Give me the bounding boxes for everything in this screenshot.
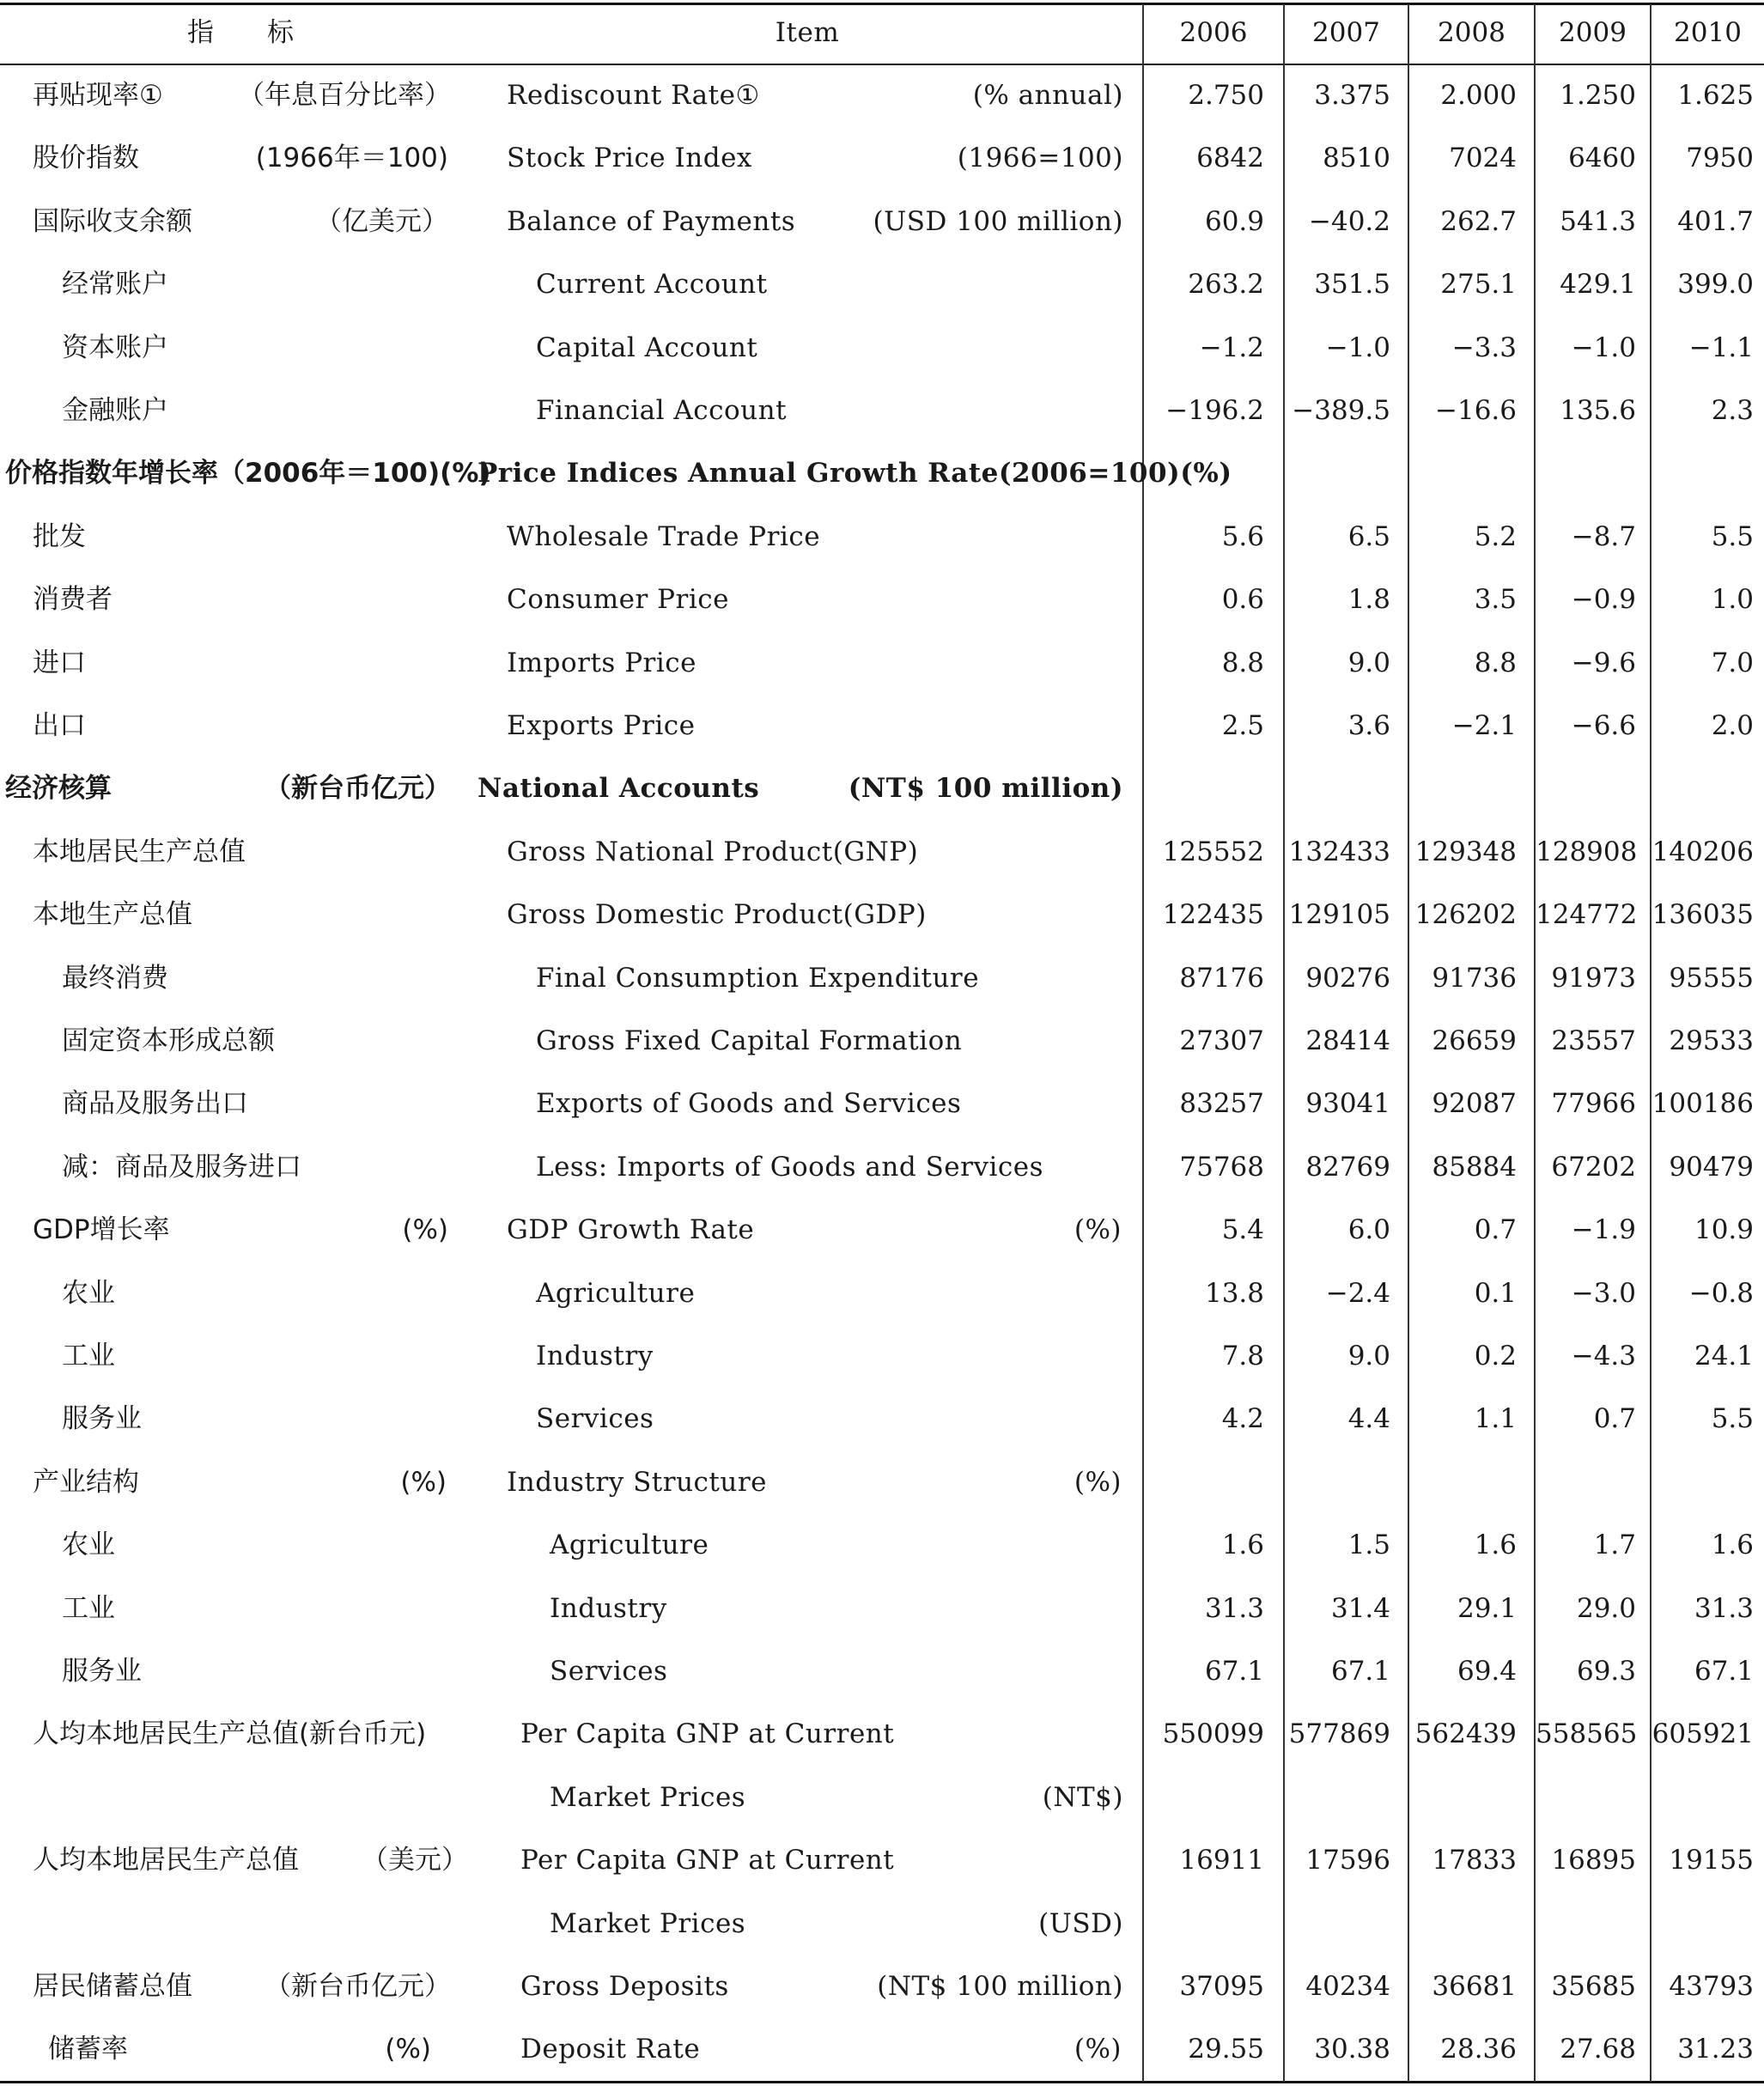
value-cell-2010: 10.9	[1694, 1214, 1754, 1246]
value-cell-2007: 1.8	[1347, 584, 1390, 616]
value-cell-2006: 37095	[1179, 1971, 1264, 2002]
item-en-unit: (%)	[1074, 1466, 1122, 1498]
item-en-unit: (NT$ 100 million)	[848, 773, 1123, 805]
value-cell-2008: 5.2	[1474, 520, 1517, 552]
item-en: Industry Structure	[507, 1466, 768, 1498]
value-cell-2008: 69.4	[1457, 1656, 1517, 1687]
value-cell-2010: 31.23	[1677, 2034, 1754, 2065]
item-en: Market Prices	[550, 1907, 746, 1939]
indicator-cn-unit: （新台币亿元）	[265, 773, 451, 805]
indicator-cn-unit: （美元）	[362, 1845, 468, 1876]
value-cell-2007: 8510	[1323, 143, 1390, 174]
value-cell-2007: 1.5	[1347, 1530, 1390, 1561]
table-row	[0, 127, 1764, 190]
value-cell-2009: 29.0	[1576, 1592, 1636, 1624]
item-en: Industry	[550, 1592, 667, 1624]
value-cell-2009: 27.68	[1560, 2034, 1636, 2065]
table-row	[0, 380, 1764, 442]
value-cell-2006: 5.6	[1221, 520, 1264, 552]
value-cell-2010	[1651, 442, 1754, 505]
value-cell-2010	[1651, 1451, 1754, 1514]
value-cell-2008: 129348	[1414, 836, 1517, 867]
value-cell-2008: 85884	[1432, 1151, 1517, 1183]
value-cell-2007: 6.5	[1347, 520, 1390, 552]
item-en: Services	[536, 1403, 654, 1435]
indicator-cn: 批发	[33, 520, 86, 552]
item-en: Less: Imports of Goods and Services	[536, 1151, 1044, 1183]
item-en: Final Consumption Expenditure	[536, 962, 980, 994]
value-cell-2009	[1536, 1451, 1636, 1514]
value-cell-2006	[1144, 442, 1264, 505]
value-cell-2007: 17596	[1305, 1845, 1390, 1876]
year-header: 2007	[1312, 17, 1380, 48]
indicator-cn: 服务业	[62, 1656, 142, 1687]
value-cell-2009: 6460	[1568, 143, 1636, 174]
value-cell-2008: 1.6	[1474, 1530, 1517, 1561]
value-cell-2006: 29.55	[1188, 2034, 1264, 2065]
value-cell-2006: 2.750	[1188, 80, 1264, 111]
value-cell-2007: 4.4	[1347, 1403, 1390, 1435]
value-cell-2008: 29.1	[1457, 1592, 1517, 1624]
item-en: Price Indices Annual Growth Rate(2006=100)(%)	[477, 458, 1232, 490]
value-cell-2009: 135.6	[1560, 395, 1636, 426]
value-cell-2010: 1.625	[1677, 80, 1754, 111]
value-cell-2010	[1651, 757, 1754, 820]
indicator-cn: 工业	[62, 1341, 115, 1371]
item-en-unit: (NT$)	[1042, 1781, 1123, 1813]
indicator-cn: 再贴现率①	[33, 80, 163, 111]
item-en: Services	[550, 1656, 668, 1687]
value-cell-2009: −3.0	[1571, 1277, 1636, 1309]
item-en: GDP Growth Rate	[507, 1214, 755, 1246]
year-header: 2010	[1674, 17, 1742, 48]
value-cell-2006	[1144, 1893, 1264, 1955]
value-cell-2008	[1409, 757, 1517, 820]
value-cell-2007: 3.6	[1347, 710, 1390, 741]
value-cell-2006	[1144, 757, 1264, 820]
indicator-cn: 消费者	[33, 584, 113, 616]
value-cell-2006: 16911	[1179, 1845, 1264, 1876]
indicator-cn: 最终消费	[62, 962, 168, 994]
indicator-cn: 出口	[33, 710, 86, 741]
table-row	[0, 1199, 1764, 1262]
value-cell-2009: −1.0	[1571, 331, 1636, 363]
item-en: Rediscount Rate①	[507, 80, 760, 111]
item-en: Stock Price Index	[507, 143, 752, 174]
value-cell-2010: 140206	[1651, 836, 1754, 867]
value-cell-2007: 93041	[1305, 1088, 1390, 1120]
item-en: Agriculture	[550, 1530, 709, 1561]
item-en-unit: (%)	[1074, 2034, 1122, 2065]
indicator-cn: 国际收支余额	[33, 205, 192, 237]
table-row	[0, 442, 1764, 505]
value-cell-2009: −1.9	[1571, 1214, 1636, 1246]
item-en: Exports Price	[507, 710, 696, 741]
value-cell-2010: 31.3	[1694, 1592, 1754, 1624]
value-cell-2007: 90276	[1305, 962, 1390, 994]
year-header: 2006	[1179, 17, 1248, 48]
value-cell-2007: 577869	[1288, 1718, 1390, 1750]
value-cell-2009	[1536, 442, 1636, 505]
value-cell-2009: 124772	[1536, 899, 1638, 931]
value-cell-2006: 5.4	[1221, 1214, 1264, 1246]
table-row	[0, 1703, 1764, 1766]
value-cell-2006: 31.3	[1204, 1592, 1264, 1624]
indicator-cn: 农业	[62, 1277, 115, 1309]
value-cell-2007: 9.0	[1347, 1341, 1390, 1371]
value-cell-2008: 275.1	[1440, 269, 1517, 301]
value-cell-2008: 0.7	[1474, 1214, 1517, 1246]
indicator-cn-unit: （亿美元）	[315, 205, 448, 237]
value-cell-2007	[1285, 1451, 1390, 1514]
table-row	[0, 506, 1764, 569]
value-cell-2009	[1536, 757, 1636, 820]
value-cell-2010: 24.1	[1694, 1341, 1754, 1371]
value-cell-2010: 7950	[1686, 143, 1754, 174]
value-cell-2007: 3.375	[1314, 80, 1390, 111]
indicator-cn: 服务业	[62, 1403, 142, 1435]
value-cell-2010: 1.6	[1711, 1530, 1754, 1561]
item-en: Market Prices	[550, 1781, 746, 1813]
indicator-cn-unit: （新台币亿元）	[265, 1971, 451, 2002]
value-cell-2009: 23557	[1551, 1025, 1636, 1056]
value-cell-2008: 0.1	[1474, 1277, 1517, 1309]
value-cell-2006: −1.2	[1199, 331, 1264, 363]
value-cell-2009: 77966	[1551, 1088, 1636, 1120]
value-cell-2006: 27307	[1179, 1025, 1264, 1056]
indicator-cn: 固定资本形成总额	[62, 1025, 275, 1056]
value-cell-2010: 401.7	[1677, 205, 1754, 237]
indicator-cn: 商品及服务出口	[62, 1088, 248, 1120]
item-en: Gross National Product(GNP)	[507, 836, 919, 867]
value-cell-2009	[1536, 1767, 1636, 1829]
value-cell-2007	[1285, 442, 1390, 505]
indicator-cn: 工业	[62, 1592, 115, 1624]
table-row	[0, 1578, 1764, 1640]
value-cell-2009: 16895	[1551, 1845, 1636, 1876]
value-cell-2006: 7.8	[1221, 1341, 1264, 1371]
value-cell-2007: 30.38	[1314, 2034, 1390, 2065]
value-cell-2007: −389.5	[1292, 395, 1390, 426]
indicator-cn: 产业结构	[33, 1466, 139, 1498]
table-row	[0, 1514, 1764, 1577]
value-cell-2008: 28.36	[1440, 2034, 1517, 2065]
value-cell-2008: 0.2	[1474, 1341, 1517, 1371]
value-cell-2008: 92087	[1432, 1088, 1517, 1120]
value-cell-2009: 128908	[1536, 836, 1638, 867]
item-en: Deposit Rate	[520, 2034, 701, 2065]
table-row	[0, 1388, 1764, 1450]
indicator-cn: 减：商品及服务进口	[62, 1151, 301, 1183]
value-cell-2008: 91736	[1432, 962, 1517, 994]
value-cell-2008: 17833	[1432, 1845, 1517, 1876]
value-cell-2006	[1144, 1767, 1264, 1829]
value-cell-2008: 3.5	[1474, 584, 1517, 616]
year-header: 2009	[1559, 17, 1627, 48]
value-cell-2010: 1.0	[1711, 584, 1754, 616]
value-cell-2006: 83257	[1179, 1088, 1264, 1120]
table-row	[0, 1073, 1764, 1135]
table-row	[0, 1955, 1764, 2018]
value-cell-2008	[1409, 1451, 1517, 1514]
value-cell-2006: 125552	[1162, 836, 1264, 867]
item-en: Industry	[536, 1341, 654, 1371]
value-cell-2008	[1409, 1767, 1517, 1829]
value-cell-2010: 95555	[1669, 962, 1754, 994]
table-row	[0, 317, 1764, 380]
value-cell-2008	[1409, 1893, 1517, 1955]
value-cell-2006: 2.5	[1221, 710, 1264, 741]
table-row	[0, 191, 1764, 253]
value-cell-2009: 69.3	[1576, 1656, 1636, 1687]
item-en: National Accounts	[477, 773, 760, 805]
value-cell-2006: 60.9	[1204, 205, 1264, 237]
value-cell-2007: 6.0	[1347, 1214, 1390, 1246]
value-cell-2009: −4.3	[1571, 1341, 1636, 1371]
value-cell-2008	[1409, 442, 1517, 505]
value-cell-2009: −0.9	[1571, 584, 1636, 616]
value-cell-2006: 67.1	[1204, 1656, 1264, 1687]
value-cell-2007: 82769	[1305, 1151, 1390, 1183]
indicator-cn: 经常账户	[62, 269, 168, 301]
value-cell-2010	[1651, 1767, 1754, 1829]
indicator-cn-unit: (%)	[402, 1214, 448, 1246]
item-en: Consumer Price	[507, 584, 729, 616]
value-cell-2006: −196.2	[1165, 395, 1264, 426]
value-cell-2010: 399.0	[1677, 269, 1754, 301]
header-row	[0, 2, 1764, 64]
item-en-unit: (% annual)	[972, 80, 1123, 111]
item-en: Imports Price	[507, 647, 696, 678]
item-en: Financial Account	[536, 395, 788, 426]
value-cell-2009: 0.7	[1593, 1403, 1636, 1435]
item-en: Per Capita GNP at Current	[520, 1718, 895, 1750]
item-en-unit: (%)	[1074, 1214, 1122, 1246]
value-cell-2009: 558565	[1536, 1718, 1638, 1750]
table-row	[0, 1136, 1764, 1199]
item-en: Balance of Payments	[507, 205, 796, 237]
value-cell-2007: 132433	[1288, 836, 1390, 867]
value-cell-2010: 100186	[1651, 1088, 1754, 1120]
table-row	[0, 1451, 1764, 1514]
item-en: Gross Deposits	[520, 1971, 729, 2002]
value-cell-2009: 1.7	[1593, 1530, 1636, 1561]
value-cell-2006: 122435	[1162, 899, 1264, 931]
indicator-cn: 进口	[33, 647, 86, 678]
table-row	[0, 1010, 1764, 1073]
value-cell-2008: 8.8	[1474, 647, 1517, 678]
value-cell-2008: −16.6	[1435, 395, 1517, 426]
table-row	[0, 884, 1764, 946]
table-row	[0, 821, 1764, 884]
value-cell-2007: −40.2	[1309, 205, 1390, 237]
value-cell-2007	[1285, 1767, 1390, 1829]
indicator-cn: 人均本地居民生产总值(新台币元)	[33, 1718, 427, 1750]
indicator-cn: 本地居民生产总值	[33, 836, 246, 867]
value-cell-2007: 31.4	[1330, 1592, 1390, 1624]
value-cell-2008: 126202	[1414, 899, 1517, 931]
indicator-cn: GDP增长率	[33, 1214, 170, 1246]
value-cell-2010: 2.0	[1711, 710, 1754, 741]
table-row	[0, 569, 1764, 631]
value-cell-2006: 6842	[1196, 143, 1264, 174]
value-cell-2006: 87176	[1179, 962, 1264, 994]
table-row	[0, 1325, 1764, 1388]
item-en: Per Capita GNP at Current	[520, 1845, 895, 1876]
item-en: Agriculture	[536, 1277, 696, 1309]
value-cell-2009: −9.6	[1571, 647, 1636, 678]
value-cell-2008: −3.3	[1451, 331, 1517, 363]
item-en: Current Account	[536, 269, 768, 301]
indicator-header: 指 标	[187, 17, 294, 48]
value-cell-2009	[1536, 1893, 1636, 1955]
value-cell-2007: −1.0	[1325, 331, 1390, 363]
value-cell-2007: −2.4	[1325, 1277, 1390, 1309]
indicator-cn-unit: (%)	[400, 1466, 447, 1498]
table-row	[0, 1893, 1764, 1955]
value-cell-2006: 550099	[1162, 1718, 1264, 1750]
value-cell-2007: 28414	[1305, 1025, 1390, 1056]
indicator-cn: 金融账户	[62, 395, 168, 426]
value-cell-2010	[1651, 1893, 1754, 1955]
value-cell-2007: 67.1	[1330, 1656, 1390, 1687]
value-cell-2010: 7.0	[1711, 647, 1754, 678]
indicator-cn: 经济核算	[5, 773, 112, 805]
item-en-unit: (NT$ 100 million)	[877, 1971, 1123, 2002]
value-cell-2010: 29533	[1669, 1025, 1754, 1056]
value-cell-2009: −8.7	[1571, 520, 1636, 552]
value-cell-2010: −1.1	[1688, 331, 1754, 363]
year-header: 2008	[1438, 17, 1505, 48]
bottom-rule	[0, 2081, 1764, 2083]
item-en: Capital Account	[536, 331, 758, 363]
value-cell-2007: 9.0	[1347, 647, 1390, 678]
value-cell-2008: 26659	[1432, 1025, 1517, 1056]
value-cell-2007: 351.5	[1314, 269, 1390, 301]
table-row	[0, 1829, 1764, 1892]
indicator-cn: 储蓄率	[48, 2034, 128, 2065]
value-cell-2010: 5.5	[1711, 520, 1754, 552]
value-cell-2006	[1144, 1451, 1264, 1514]
table-row	[0, 1640, 1764, 1703]
item-en-unit: (1966=100)	[957, 143, 1123, 174]
table-row	[0, 2018, 1764, 2081]
value-cell-2006: 0.6	[1221, 584, 1264, 616]
indicator-cn: 资本账户	[62, 331, 168, 363]
value-cell-2008: −2.1	[1451, 710, 1517, 741]
value-cell-2010: 605921	[1651, 1718, 1754, 1750]
indicator-cn: 股价指数	[33, 143, 139, 174]
value-cell-2008: 262.7	[1440, 205, 1517, 237]
value-cell-2007	[1285, 1893, 1390, 1955]
value-cell-2010: 90479	[1669, 1151, 1754, 1183]
table-row	[0, 947, 1764, 1010]
indicator-cn-unit: (1966年＝100)	[255, 143, 448, 174]
value-cell-2006: 8.8	[1221, 647, 1264, 678]
value-cell-2009: 429.1	[1560, 269, 1636, 301]
value-cell-2006: 13.8	[1204, 1277, 1264, 1309]
table-row	[0, 1767, 1764, 1829]
value-cell-2010: 19155	[1669, 1845, 1754, 1876]
item-en-unit: (USD 100 million)	[873, 205, 1123, 237]
value-cell-2009: 67202	[1551, 1151, 1636, 1183]
table-row	[0, 64, 1764, 127]
item-header: Item	[775, 17, 840, 48]
indicator-cn: 价格指数年增长率（2006年＝100)(%)	[5, 458, 491, 490]
value-cell-2008: 7024	[1449, 143, 1517, 174]
indicator-cn: 本地生产总值	[33, 899, 192, 931]
table-row	[0, 253, 1764, 316]
item-en: Wholesale Trade Price	[507, 520, 821, 552]
table-row	[0, 1262, 1764, 1325]
value-cell-2009: 91973	[1551, 962, 1636, 994]
value-cell-2006: 1.6	[1221, 1530, 1264, 1561]
value-cell-2010: −0.8	[1688, 1277, 1754, 1309]
value-cell-2006: 263.2	[1188, 269, 1264, 301]
value-cell-2010: 2.3	[1711, 395, 1754, 426]
table-row	[0, 632, 1764, 695]
value-cell-2006: 75768	[1179, 1151, 1264, 1183]
value-cell-2009: 1.250	[1560, 80, 1636, 111]
value-cell-2010: 5.5	[1711, 1403, 1754, 1435]
value-cell-2009: −6.6	[1571, 710, 1636, 741]
table-row	[0, 757, 1764, 820]
value-cell-2010: 136035	[1651, 899, 1754, 931]
item-en: Exports of Goods and Services	[536, 1088, 962, 1120]
item-en: Gross Domestic Product(GDP)	[507, 899, 927, 931]
value-cell-2009: 541.3	[1560, 205, 1636, 237]
indicator-cn: 农业	[62, 1530, 115, 1561]
value-cell-2008: 562439	[1414, 1718, 1517, 1750]
value-cell-2009: 35685	[1551, 1971, 1636, 2002]
value-cell-2006: 4.2	[1221, 1403, 1264, 1435]
value-cell-2008: 36681	[1432, 1971, 1517, 2002]
indicator-cn-unit: （年息百分比率）	[238, 80, 451, 111]
value-cell-2010: 43793	[1669, 1971, 1754, 2002]
item-en: Gross Fixed Capital Formation	[536, 1025, 963, 1056]
value-cell-2007	[1285, 757, 1390, 820]
value-cell-2007: 129105	[1288, 899, 1390, 931]
value-cell-2010: 67.1	[1694, 1656, 1754, 1687]
item-en-unit: (USD)	[1038, 1907, 1123, 1939]
indicator-cn: 人均本地居民生产总值	[33, 1845, 299, 1876]
value-cell-2008: 2.000	[1440, 80, 1517, 111]
value-cell-2008: 1.1	[1474, 1403, 1517, 1435]
indicator-cn-unit: (%)	[385, 2034, 431, 2065]
table-row	[0, 695, 1764, 757]
value-cell-2007: 40234	[1305, 1971, 1390, 2002]
indicator-cn: 居民储蓄总值	[33, 1971, 192, 2002]
